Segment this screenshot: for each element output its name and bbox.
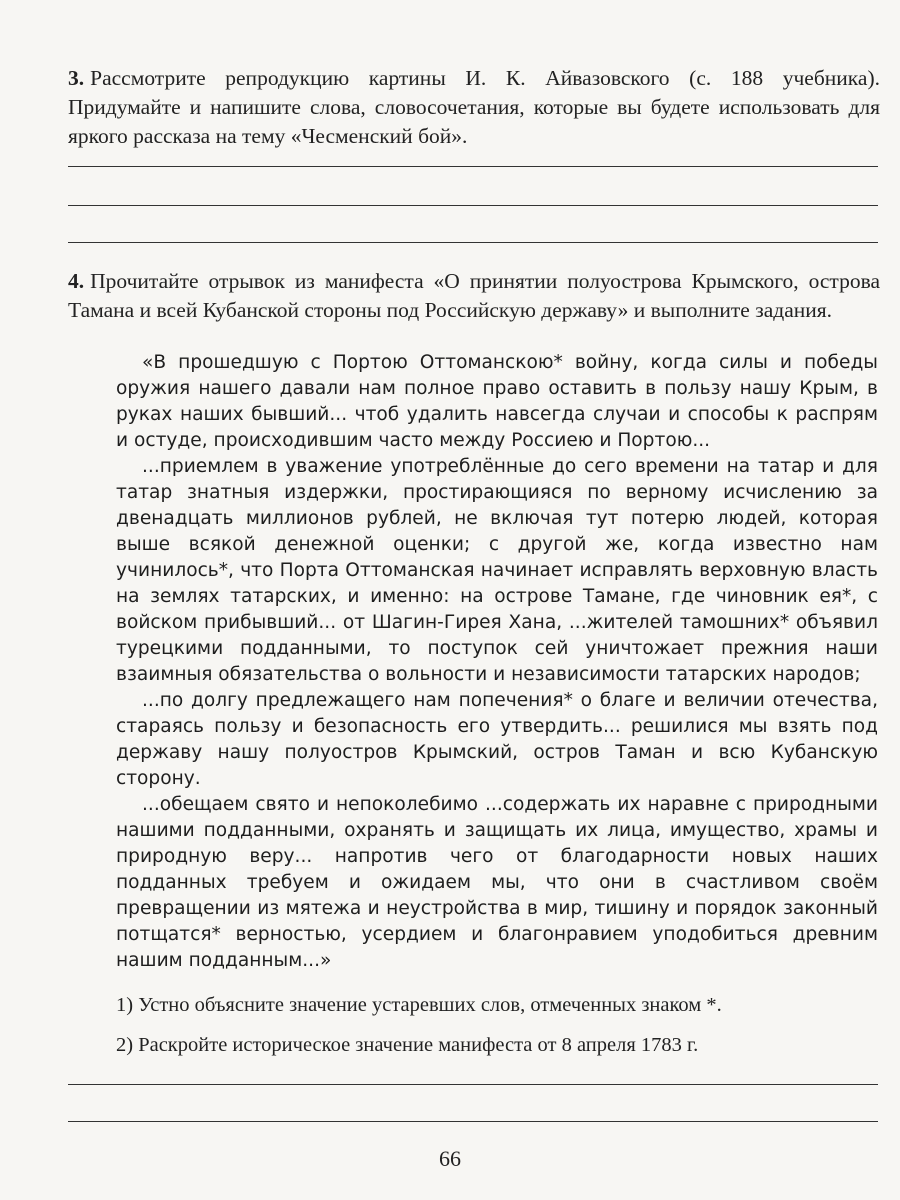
quote-paragraph: «В прошедшую с Портою Оттоманскою* войну, когда силы и победы оружия нашего давали нам полное право оставить в пользу нашу Крым, в руках наших бывший... чтоб удалить навсегда случаи и способы к распрям и остуде, происходившим часто между Россиею и Портою... <box>116 352 878 451</box>
subtask-1: 1) Устно объясните значение устаревших слов, отмеченных знаком *. <box>116 994 722 1016</box>
subtask-2: 2) Раскройте историческое значение манифеста от 8 апреля 1783 г. <box>116 1034 699 1056</box>
answer-line-2[interactable] <box>68 205 878 206</box>
task-3 <box>68 64 880 151</box>
page-number: 66 <box>439 1146 461 1171</box>
quote-paragraph: ...по долгу предлежащего нам попечения* о благе и величии отечества, стараясь пользу и безопасность его утвердить... решилися мы взять под державу нашу полуостров Крымский, остров Таман и всю Кубанскую сторону. <box>116 690 878 789</box>
task-4-subtasks <box>116 992 886 1072</box>
quote-paragraph: ...обещаем свято и непоколебимо ...содержать их наравне с природными нашими подданными, охранять и защищать их лица, имущество, храмы и природную веру... напротив чего от благодарности новых наших подданных требуем и ожидаем мы, что они в счастливом своём превращении из мятежа и неустройства в мир, тишину и порядок законный потщатся* верностью, усердием и благонравием уподобиться древним нашим подданным...» <box>116 794 878 971</box>
quote-paragraph: ...приемлем в уважение употреблённые до сего времени на татар и для татар знатныя издержки, простирающияся по верному исчислению за двенадцать миллионов рублей, не включая тут потерю людей, которая выше всякой денежной оценки; с другой же, когда известно нам учинилось*, что Порта Оттоманская начинает исправлять верховную власть на землях татарских, и именно: на острове Тамане, где чиновник ея*, с войском прибывший... от Шагин-Гирея Хана, ...жителей тамошних* объявил турецкими подданными, то поступок сей уничтожает прежния наши взаимныя обязательства о вольности и независимости татарских народов; <box>116 456 878 685</box>
task-3-text: Рассмотрите репродукцию картины И. К. Айвазовского (с. 188 учебника). Придумайте и напишите слова, словосочетания, которые вы будете использовать для яркого рассказа на тему «Чесменский бой». <box>68 66 880 148</box>
answer-line-1[interactable] <box>68 166 878 167</box>
answer-line-4[interactable] <box>68 1084 878 1085</box>
task-4 <box>68 267 880 325</box>
task-4-number: 4. <box>68 269 85 293</box>
manifesto-quote <box>116 350 878 974</box>
task-3-number: 3. <box>68 66 85 90</box>
answer-line-3[interactable] <box>68 242 878 243</box>
answer-line-5[interactable] <box>68 1121 878 1122</box>
task-4-text: Прочитайте отрывок из манифеста «О принятии полуострова Крымского, острова Тамана и всей Кубанской стороны под Российскую державу» и выполните задания. <box>68 269 880 322</box>
